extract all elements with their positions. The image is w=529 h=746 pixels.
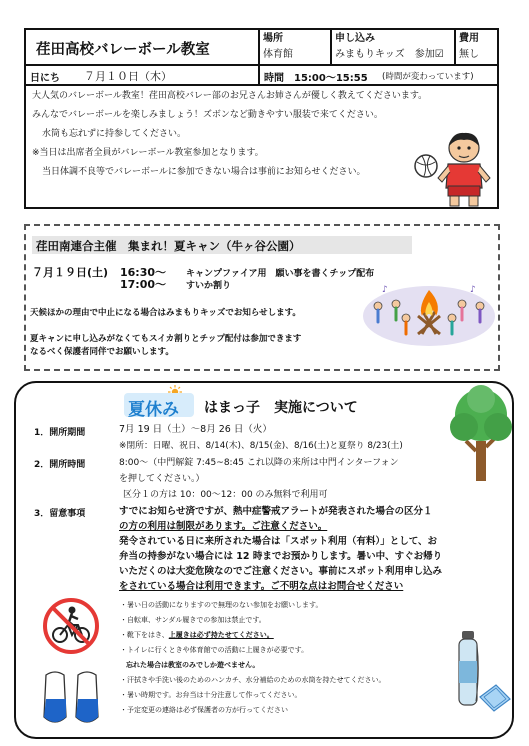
camp-note2a: 夏キャンに申し込みがなくてもスイカ割りとチップ配付は参加できます — [30, 334, 302, 344]
notes-bold-line: 発令されている日に来所された場合は「スポット利用（有料）」として、お — [119, 536, 438, 547]
camp-title: 荏田南連合主催 集まれ！夏キャン（牛ヶ谷公園） — [36, 239, 301, 253]
tree-illustration — [448, 385, 514, 481]
notes-bold-line: いただくのは大変危険なのでご注意ください。事前にスポット利用申し込み — [119, 566, 443, 577]
camp-note1: 天候ほかの理由で中止になる場合はみまもりキッズでお知らせします。 — [30, 308, 301, 318]
uwabaki-shoes-illustration — [38, 669, 106, 729]
hours-value2: を押してください。） — [119, 474, 205, 484]
time-label: 時間 — [264, 73, 284, 84]
svg-text:♪: ♪ — [470, 285, 476, 295]
camp-event1: キャンプファイア用 願い事を書くチップ配布 — [186, 269, 375, 279]
summer-badge — [124, 389, 196, 421]
notes-bold-line: 弁当の持参がない場合には 12 時までお預かりします。暑い中、すぐお帰り — [119, 551, 443, 562]
place-cell — [260, 30, 330, 64]
apply-value: みまもりキッズ 参加☑ — [335, 49, 444, 60]
notes-bold-line: すでにお知らせ済ですが、熱中症警戒アラートが発表された場合の区分１ — [119, 506, 433, 517]
hours-value1: 8:00～（中門解錠 7:45~8:45 これ以降の来所は中門インターフォン — [119, 458, 399, 468]
page-title: 荏田高校バレーボール教室 — [36, 42, 210, 58]
volleyball-header-row — [26, 30, 497, 66]
time-note: (時間が変わっています) — [382, 72, 474, 82]
camp-section — [24, 224, 500, 371]
bullet-item: ・暑い日の活動になりますので無理のない参加をお願いします。 — [120, 601, 323, 609]
notes-label: 3．留意事項 — [34, 509, 86, 519]
camp-note2b: なるべく保護者同伴でお願いします。 — [30, 347, 174, 357]
camp-time1: 16:30～ — [120, 266, 167, 279]
hours-label: 2．開所時間 — [34, 460, 86, 470]
bullet-item — [120, 628, 386, 643]
date-row — [26, 66, 497, 86]
volleyball-section — [24, 28, 499, 209]
no-bicycle-icon — [42, 597, 100, 655]
place-label: 場所 — [263, 33, 283, 44]
bullet-item: ・トイレに行くときや体育館での活動に上履きが必要です。 — [120, 646, 309, 654]
bullet-item-text: ・靴下をはき、 — [120, 631, 169, 639]
uwabaki-note: 上履きは必ず持たせてください。 — [168, 631, 274, 639]
place-value: 体育館 — [263, 49, 293, 60]
period-closed: ※閉所：日曜、祝日、8/14(木)、8/15(金)、8/16(土)と夏祭り 8/23(土) — [119, 441, 403, 451]
summer-section — [14, 381, 514, 739]
camp-time2: 17:00～ — [120, 278, 167, 291]
handkerchief-icon — [478, 681, 512, 715]
volleyball-line: みんなでバレーボールを楽しみましょう！ズボンなど動きやすい服装で来てください。 — [32, 110, 383, 120]
summer-badge-text: 夏休み — [128, 400, 179, 420]
summer-title: はまっ子 実施について — [204, 400, 358, 416]
volleyball-line: 大人気のバレーボール教室！荏田高校バレー部のお兄さんお姉さんが優しく教えてくださいます。 — [32, 91, 428, 101]
hours-value3: 区分１の方は 10：00～12：00 のみ無料で利用可 — [123, 490, 328, 500]
volleyball-line: 水筒も忘れずに持参してください。 — [42, 129, 187, 139]
volleyball-line: 当日体調不良等でバレーボールに参加できない場合は事前にお知らせください。 — [42, 167, 366, 177]
bullet-item: ・暑い時期です。お弁当は十分注意して作ってください。 — [120, 691, 302, 699]
notes-bold-line: をされている場合は利用できます。ご不明な点はお問合せください — [119, 581, 404, 592]
date-label: 日にち — [30, 73, 60, 84]
svg-text:♪: ♪ — [382, 285, 388, 295]
campfire-illustration — [362, 280, 496, 348]
time-value: 15:00～15:55 — [294, 73, 368, 84]
fee-cell — [456, 30, 497, 64]
apply-cell — [332, 30, 454, 64]
bullet-item: ・自転車、サンダル履きでの参加は禁止です。 — [120, 616, 266, 624]
notes-bold-line: の方の利用は制限があります。ご注意ください。 — [119, 521, 328, 532]
bullet-item: 忘れた場合は教室のみでしか遊べません。 — [126, 661, 260, 669]
fee-label: 費用 — [459, 33, 479, 44]
fee-value: 無し — [459, 49, 479, 60]
date-value: ７月１０日（木） — [84, 70, 172, 83]
apply-label: 申し込み — [335, 33, 375, 44]
bullet-item: ・汗拭きや手洗い後のためのハンカチ、水分補給のための水筒を持たせてください。 — [120, 676, 386, 684]
notes-bold-block — [119, 504, 442, 594]
notes-bullets — [120, 598, 386, 718]
volleyball-line: ※当日は出席者全員がバレーボール教室参加となります。 — [32, 148, 264, 158]
camp-title-bar — [32, 236, 412, 254]
period-value: 7月 19 日（土）～8月 26 日（火） — [119, 424, 272, 435]
camp-event2: すいか割り — [186, 281, 232, 291]
camp-date: ７月１９日(土) — [32, 266, 109, 279]
period-label: 1．開所期間 — [34, 428, 86, 438]
title-cell — [26, 30, 258, 64]
bullet-item: ・予定変更の連絡は必ず保護者の方が行ってください — [120, 706, 288, 714]
water-bottle-icon — [456, 631, 480, 707]
volleyball-player-illustration — [412, 126, 498, 210]
